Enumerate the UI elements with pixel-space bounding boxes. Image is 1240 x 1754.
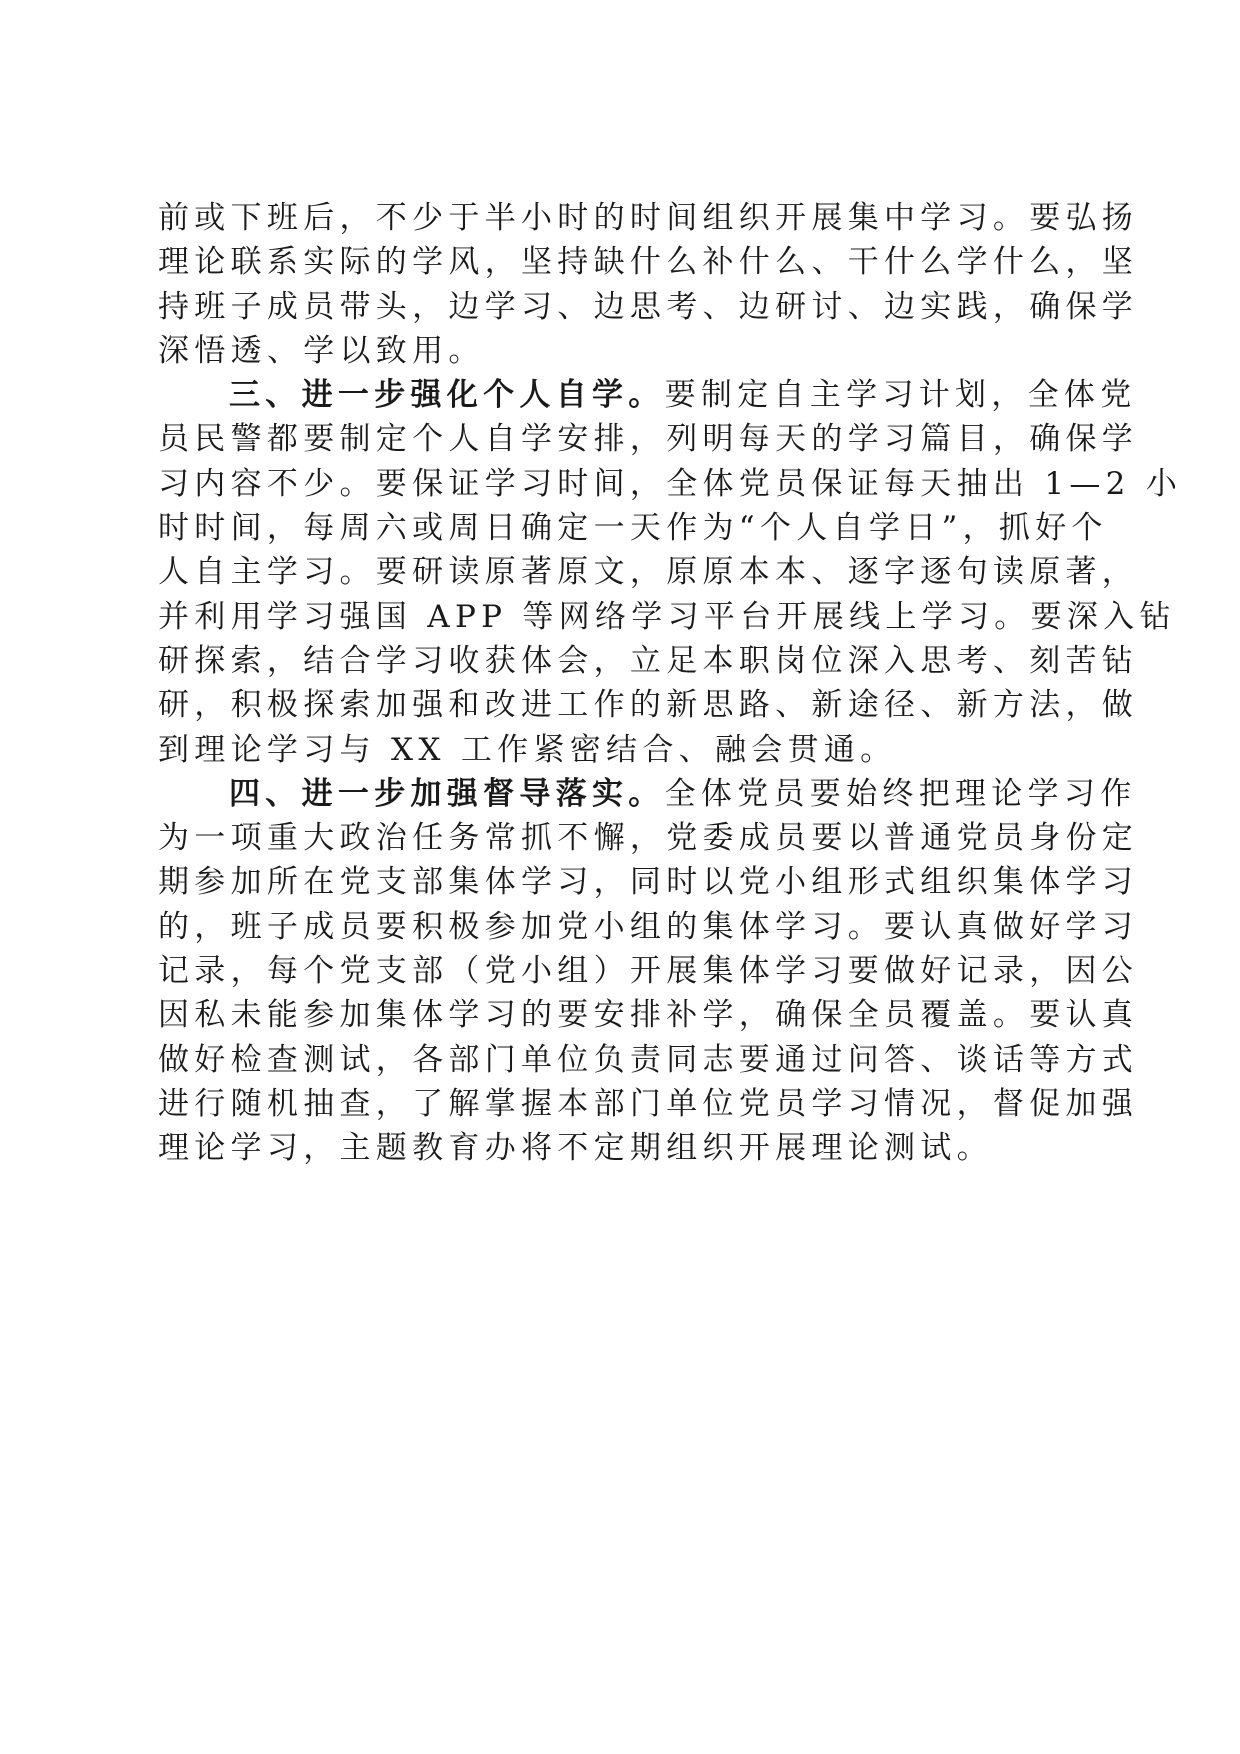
text-line: 并利用学习强国 APP 等网络学习平台开展线上学习。要深入钻 — [158, 598, 1176, 635]
section-supervision — [158, 772, 1139, 1171]
section-heading: 三、进一步强化个人自学。 — [229, 377, 665, 414]
text-line: 前或下班后，不少于半小时的时间组织开展集中学习。要弘扬 — [158, 200, 1139, 236]
text-line: 人自主学习。要研读原著原文，原原本本、逐字逐句读原著， — [158, 554, 1139, 591]
text-line: 记录，每个党支部（党小组）开展集体学习要做好记录，因公 — [158, 953, 1139, 990]
document-page — [158, 196, 1183, 1171]
text-line: 时时间，每周六或周日确定一天作为“个人自学日”，抓好个 — [158, 510, 1108, 547]
text-line: 期参加所在党支部集体学习，同时以党小组形式组织集体学习 — [158, 864, 1139, 901]
section-first-line-text: 全体党员要始终把理论学习作 — [664, 775, 1137, 812]
text-line: 习内容不少。要保证学习时间，全体党员保证每天抽出 1—2 小 — [158, 465, 1183, 502]
section-first-line-text: 要制定自主学习计划，全体党 — [664, 377, 1137, 414]
text-line: 为一项重大政治任务常抓不懈，党委成员要以普通党员身份定 — [158, 820, 1139, 857]
text-line: 的，班子成员要积极参加党小组的集体学习。要认真做好学习 — [158, 908, 1139, 945]
text-line: 进行随机抽查，了解掌握本部门单位党员学习情况，督促加强 — [158, 1085, 1139, 1122]
text-line: 员民警都要制定个人自学安排，列明每天的学习篇目，确保学 — [158, 421, 1139, 458]
text-line: 因私未能参加集体学习的要安排补学，确保全员覆盖。要认真 — [158, 997, 1139, 1034]
section-first-line — [158, 373, 1137, 417]
text-line: 研探索，结合学习收获体会，立足本职岗位深入思考、刻苦钻 — [158, 642, 1139, 679]
text-line: 理论联系实际的学风，坚持缺什么补什么、干什么学什么，坚 — [158, 244, 1139, 281]
section-first-line — [158, 772, 1137, 816]
text-line: 理论学习，主题教育办将不定期组织开展理论测试。 — [158, 1130, 993, 1167]
text-line: 到理论学习与 XX 工作紧密结合、融会贯通。 — [158, 731, 897, 768]
text-line: 研，积极探索加强和改进工作的新思路、新途径、新方法，做 — [158, 687, 1139, 724]
section-heading: 四、进一步加强督导落实。 — [229, 775, 665, 812]
paragraph-continuation — [158, 196, 1139, 373]
text-line: 持班子成员带头，边学习、边思考、边研讨、边实践，确保学 — [158, 288, 1139, 325]
text-line: 深悟透、学以致用。 — [158, 332, 485, 369]
section-personal-study — [158, 373, 1183, 772]
text-line: 做好检查测试，各部门单位负责同志要通过问答、谈话等方式 — [158, 1041, 1139, 1078]
